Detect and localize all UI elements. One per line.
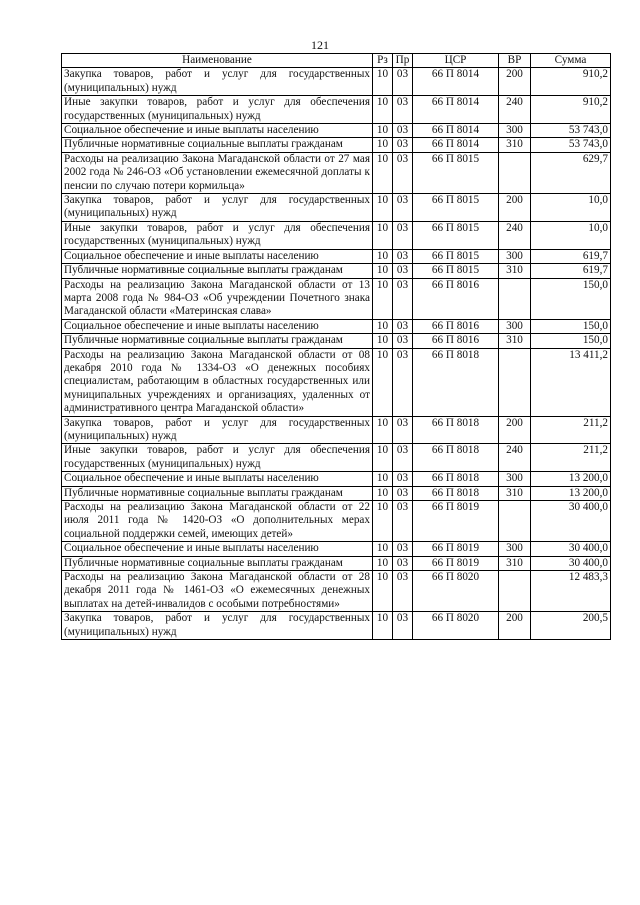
cell-csr: 66 П 8016	[413, 278, 499, 319]
cell-vr: 310	[499, 486, 531, 500]
cell-sum: 10,0	[531, 194, 611, 222]
table-row	[62, 486, 611, 500]
cell-vr: 200	[499, 194, 531, 222]
cell-name: Социальное обеспечение и иные выплаты населению	[62, 319, 373, 333]
cell-sum: 619,7	[531, 249, 611, 263]
cell-csr: 66 П 8018	[413, 444, 499, 472]
cell-sum: 910,2	[531, 96, 611, 124]
cell-sum: 629,7	[531, 152, 611, 193]
cell-vr: 200	[499, 416, 531, 444]
cell-rz: 10	[373, 444, 393, 472]
cell-pr: 03	[393, 96, 413, 124]
table-row	[62, 221, 611, 249]
header-row	[62, 54, 611, 68]
table-row	[62, 264, 611, 278]
cell-pr: 03	[393, 472, 413, 486]
cell-name: Публичные нормативные социальные выплаты гражданам	[62, 264, 373, 278]
cell-name: Расходы на реализацию Закона Магаданской области от 13 марта 2008 года № 984-ОЗ «Об учреждении Почетного знака Магаданской области «Материнская слава»	[62, 278, 373, 319]
cell-pr: 03	[393, 416, 413, 444]
cell-name: Социальное обеспечение и иные выплаты населению	[62, 542, 373, 556]
cell-sum: 30 400,0	[531, 501, 611, 542]
cell-csr: 66 П 8019	[413, 556, 499, 570]
cell-vr: 310	[499, 334, 531, 348]
cell-vr: 240	[499, 221, 531, 249]
cell-csr: 66 П 8020	[413, 571, 499, 612]
cell-rz: 10	[373, 348, 393, 416]
cell-vr: 200	[499, 612, 531, 640]
table-row	[62, 278, 611, 319]
cell-name: Публичные нормативные социальные выплаты гражданам	[62, 334, 373, 348]
cell-csr: 66 П 8020	[413, 612, 499, 640]
cell-rz: 10	[373, 194, 393, 222]
cell-name: Публичные нормативные социальные выплаты гражданам	[62, 486, 373, 500]
cell-pr: 03	[393, 278, 413, 319]
cell-sum: 10,0	[531, 221, 611, 249]
cell-name: Иные закупки товаров, работ и услуг для обеспечения государственных (муниципальных) нужд	[62, 96, 373, 124]
cell-csr: 66 П 8015	[413, 264, 499, 278]
cell-pr: 03	[393, 612, 413, 640]
cell-rz: 10	[373, 542, 393, 556]
cell-vr	[499, 152, 531, 193]
cell-sum: 211,2	[531, 444, 611, 472]
cell-rz: 10	[373, 152, 393, 193]
table-row	[62, 138, 611, 152]
cell-sum: 150,0	[531, 334, 611, 348]
cell-pr: 03	[393, 348, 413, 416]
table-row	[62, 96, 611, 124]
cell-pr: 03	[393, 319, 413, 333]
cell-pr: 03	[393, 556, 413, 570]
cell-rz: 10	[373, 334, 393, 348]
cell-csr: 66 П 8014	[413, 124, 499, 138]
cell-pr: 03	[393, 571, 413, 612]
cell-pr: 03	[393, 249, 413, 263]
cell-csr: 66 П 8016	[413, 319, 499, 333]
cell-csr: 66 П 8016	[413, 334, 499, 348]
cell-rz: 10	[373, 68, 393, 96]
cell-name: Иные закупки товаров, работ и услуг для обеспечения государственных (муниципальных) нужд	[62, 221, 373, 249]
cell-name: Расходы на реализацию Закона Магаданской области от 22 июля 2011 года № 1420-ОЗ «О дополнительных мерах социальной поддержки семей, имеющих детей»	[62, 501, 373, 542]
cell-name: Публичные нормативные социальные выплаты гражданам	[62, 556, 373, 570]
cell-rz: 10	[373, 124, 393, 138]
cell-name: Публичные нормативные социальные выплаты гражданам	[62, 138, 373, 152]
header-rz: Рз	[373, 54, 393, 68]
cell-rz: 10	[373, 472, 393, 486]
cell-csr: 66 П 8015	[413, 249, 499, 263]
table-row	[62, 319, 611, 333]
cell-rz: 10	[373, 138, 393, 152]
cell-sum: 200,5	[531, 612, 611, 640]
cell-pr: 03	[393, 501, 413, 542]
cell-rz: 10	[373, 612, 393, 640]
cell-sum: 13 200,0	[531, 486, 611, 500]
cell-csr: 66 П 8015	[413, 221, 499, 249]
cell-name: Иные закупки товаров, работ и услуг для обеспечения государственных (муниципальных) нужд	[62, 444, 373, 472]
cell-pr: 03	[393, 68, 413, 96]
cell-csr: 66 П 8019	[413, 501, 499, 542]
cell-pr: 03	[393, 221, 413, 249]
cell-vr: 300	[499, 472, 531, 486]
cell-sum: 13 200,0	[531, 472, 611, 486]
table-row	[62, 416, 611, 444]
cell-vr	[499, 278, 531, 319]
cell-pr: 03	[393, 138, 413, 152]
header-pr: Пр	[393, 54, 413, 68]
cell-sum: 53 743,0	[531, 138, 611, 152]
table-row	[62, 124, 611, 138]
cell-vr	[499, 348, 531, 416]
cell-csr: 66 П 8018	[413, 348, 499, 416]
cell-name: Расходы на реализацию Закона Магаданской области от 08 декабря 2010 года № 1334-ОЗ «О денежных пособиях специалистам, работающим в областных государственных или муниципальных учреждениях и организациях, удаленных от административного центра Магаданской области»	[62, 348, 373, 416]
cell-name: Расходы на реализацию Закона Магаданской области от 27 мая 2002 года № 246-ОЗ «Об установлении ежемесячной доплаты к пенсии по случаю потери кормильца»	[62, 152, 373, 193]
cell-csr: 66 П 8018	[413, 416, 499, 444]
cell-vr: 310	[499, 264, 531, 278]
table-row	[62, 612, 611, 640]
cell-vr: 300	[499, 319, 531, 333]
cell-csr: 66 П 8018	[413, 472, 499, 486]
cell-sum: 150,0	[531, 319, 611, 333]
cell-rz: 10	[373, 571, 393, 612]
cell-csr: 66 П 8015	[413, 194, 499, 222]
cell-vr	[499, 501, 531, 542]
cell-pr: 03	[393, 444, 413, 472]
cell-name: Закупка товаров, работ и услуг для государственных (муниципальных) нужд	[62, 612, 373, 640]
page-number: 121	[311, 38, 329, 52]
cell-vr: 310	[499, 556, 531, 570]
cell-sum: 13 411,2	[531, 348, 611, 416]
cell-rz: 10	[373, 556, 393, 570]
cell-vr: 240	[499, 96, 531, 124]
cell-rz: 10	[373, 319, 393, 333]
cell-sum: 619,7	[531, 264, 611, 278]
header-csr: ЦСР	[413, 54, 499, 68]
cell-vr	[499, 571, 531, 612]
cell-sum: 12 483,3	[531, 571, 611, 612]
cell-vr: 310	[499, 138, 531, 152]
table-row	[62, 501, 611, 542]
table-row	[62, 194, 611, 222]
cell-name: Социальное обеспечение и иные выплаты населению	[62, 249, 373, 263]
cell-sum: 211,2	[531, 416, 611, 444]
cell-name: Расходы на реализацию Закона Магаданской области от 28 декабря 2011 года № 1461-ОЗ «О ежемесячных денежных выплатах на детей-инвалидов с особыми потребностями»	[62, 571, 373, 612]
cell-rz: 10	[373, 278, 393, 319]
cell-rz: 10	[373, 264, 393, 278]
table-body	[62, 68, 611, 640]
table-row	[62, 542, 611, 556]
cell-pr: 03	[393, 124, 413, 138]
table-row	[62, 152, 611, 193]
cell-pr: 03	[393, 542, 413, 556]
cell-rz: 10	[373, 249, 393, 263]
table-row	[62, 571, 611, 612]
cell-pr: 03	[393, 264, 413, 278]
cell-rz: 10	[373, 96, 393, 124]
cell-pr: 03	[393, 334, 413, 348]
header-sum: Сумма	[531, 54, 611, 68]
cell-pr: 03	[393, 152, 413, 193]
cell-name: Закупка товаров, работ и услуг для государственных (муниципальных) нужд	[62, 194, 373, 222]
cell-name: Социальное обеспечение и иные выплаты населению	[62, 472, 373, 486]
table-row	[62, 68, 611, 96]
cell-sum: 30 400,0	[531, 556, 611, 570]
table-row	[62, 472, 611, 486]
cell-csr: 66 П 8015	[413, 152, 499, 193]
table-row	[62, 556, 611, 570]
cell-csr: 66 П 8018	[413, 486, 499, 500]
cell-name: Социальное обеспечение и иные выплаты населению	[62, 124, 373, 138]
cell-csr: 66 П 8014	[413, 68, 499, 96]
cell-sum: 150,0	[531, 278, 611, 319]
table-row	[62, 334, 611, 348]
cell-sum: 30 400,0	[531, 542, 611, 556]
cell-csr: 66 П 8014	[413, 138, 499, 152]
table-row	[62, 444, 611, 472]
cell-vr: 300	[499, 542, 531, 556]
cell-vr: 300	[499, 249, 531, 263]
cell-pr: 03	[393, 194, 413, 222]
table-header	[62, 54, 611, 68]
cell-csr: 66 П 8019	[413, 542, 499, 556]
cell-rz: 10	[373, 486, 393, 500]
cell-csr: 66 П 8014	[413, 96, 499, 124]
cell-sum: 910,2	[531, 68, 611, 96]
cell-vr: 240	[499, 444, 531, 472]
table-row	[62, 249, 611, 263]
table-row	[62, 348, 611, 416]
cell-rz: 10	[373, 501, 393, 542]
cell-pr: 03	[393, 486, 413, 500]
header-vr: ВР	[499, 54, 531, 68]
cell-name: Закупка товаров, работ и услуг для государственных (муниципальных) нужд	[62, 68, 373, 96]
cell-rz: 10	[373, 221, 393, 249]
cell-rz: 10	[373, 416, 393, 444]
budget-table	[61, 53, 611, 640]
cell-vr: 200	[499, 68, 531, 96]
cell-sum: 53 743,0	[531, 124, 611, 138]
header-name: Наименование	[62, 54, 373, 68]
cell-name: Закупка товаров, работ и услуг для государственных (муниципальных) нужд	[62, 416, 373, 444]
cell-vr: 300	[499, 124, 531, 138]
